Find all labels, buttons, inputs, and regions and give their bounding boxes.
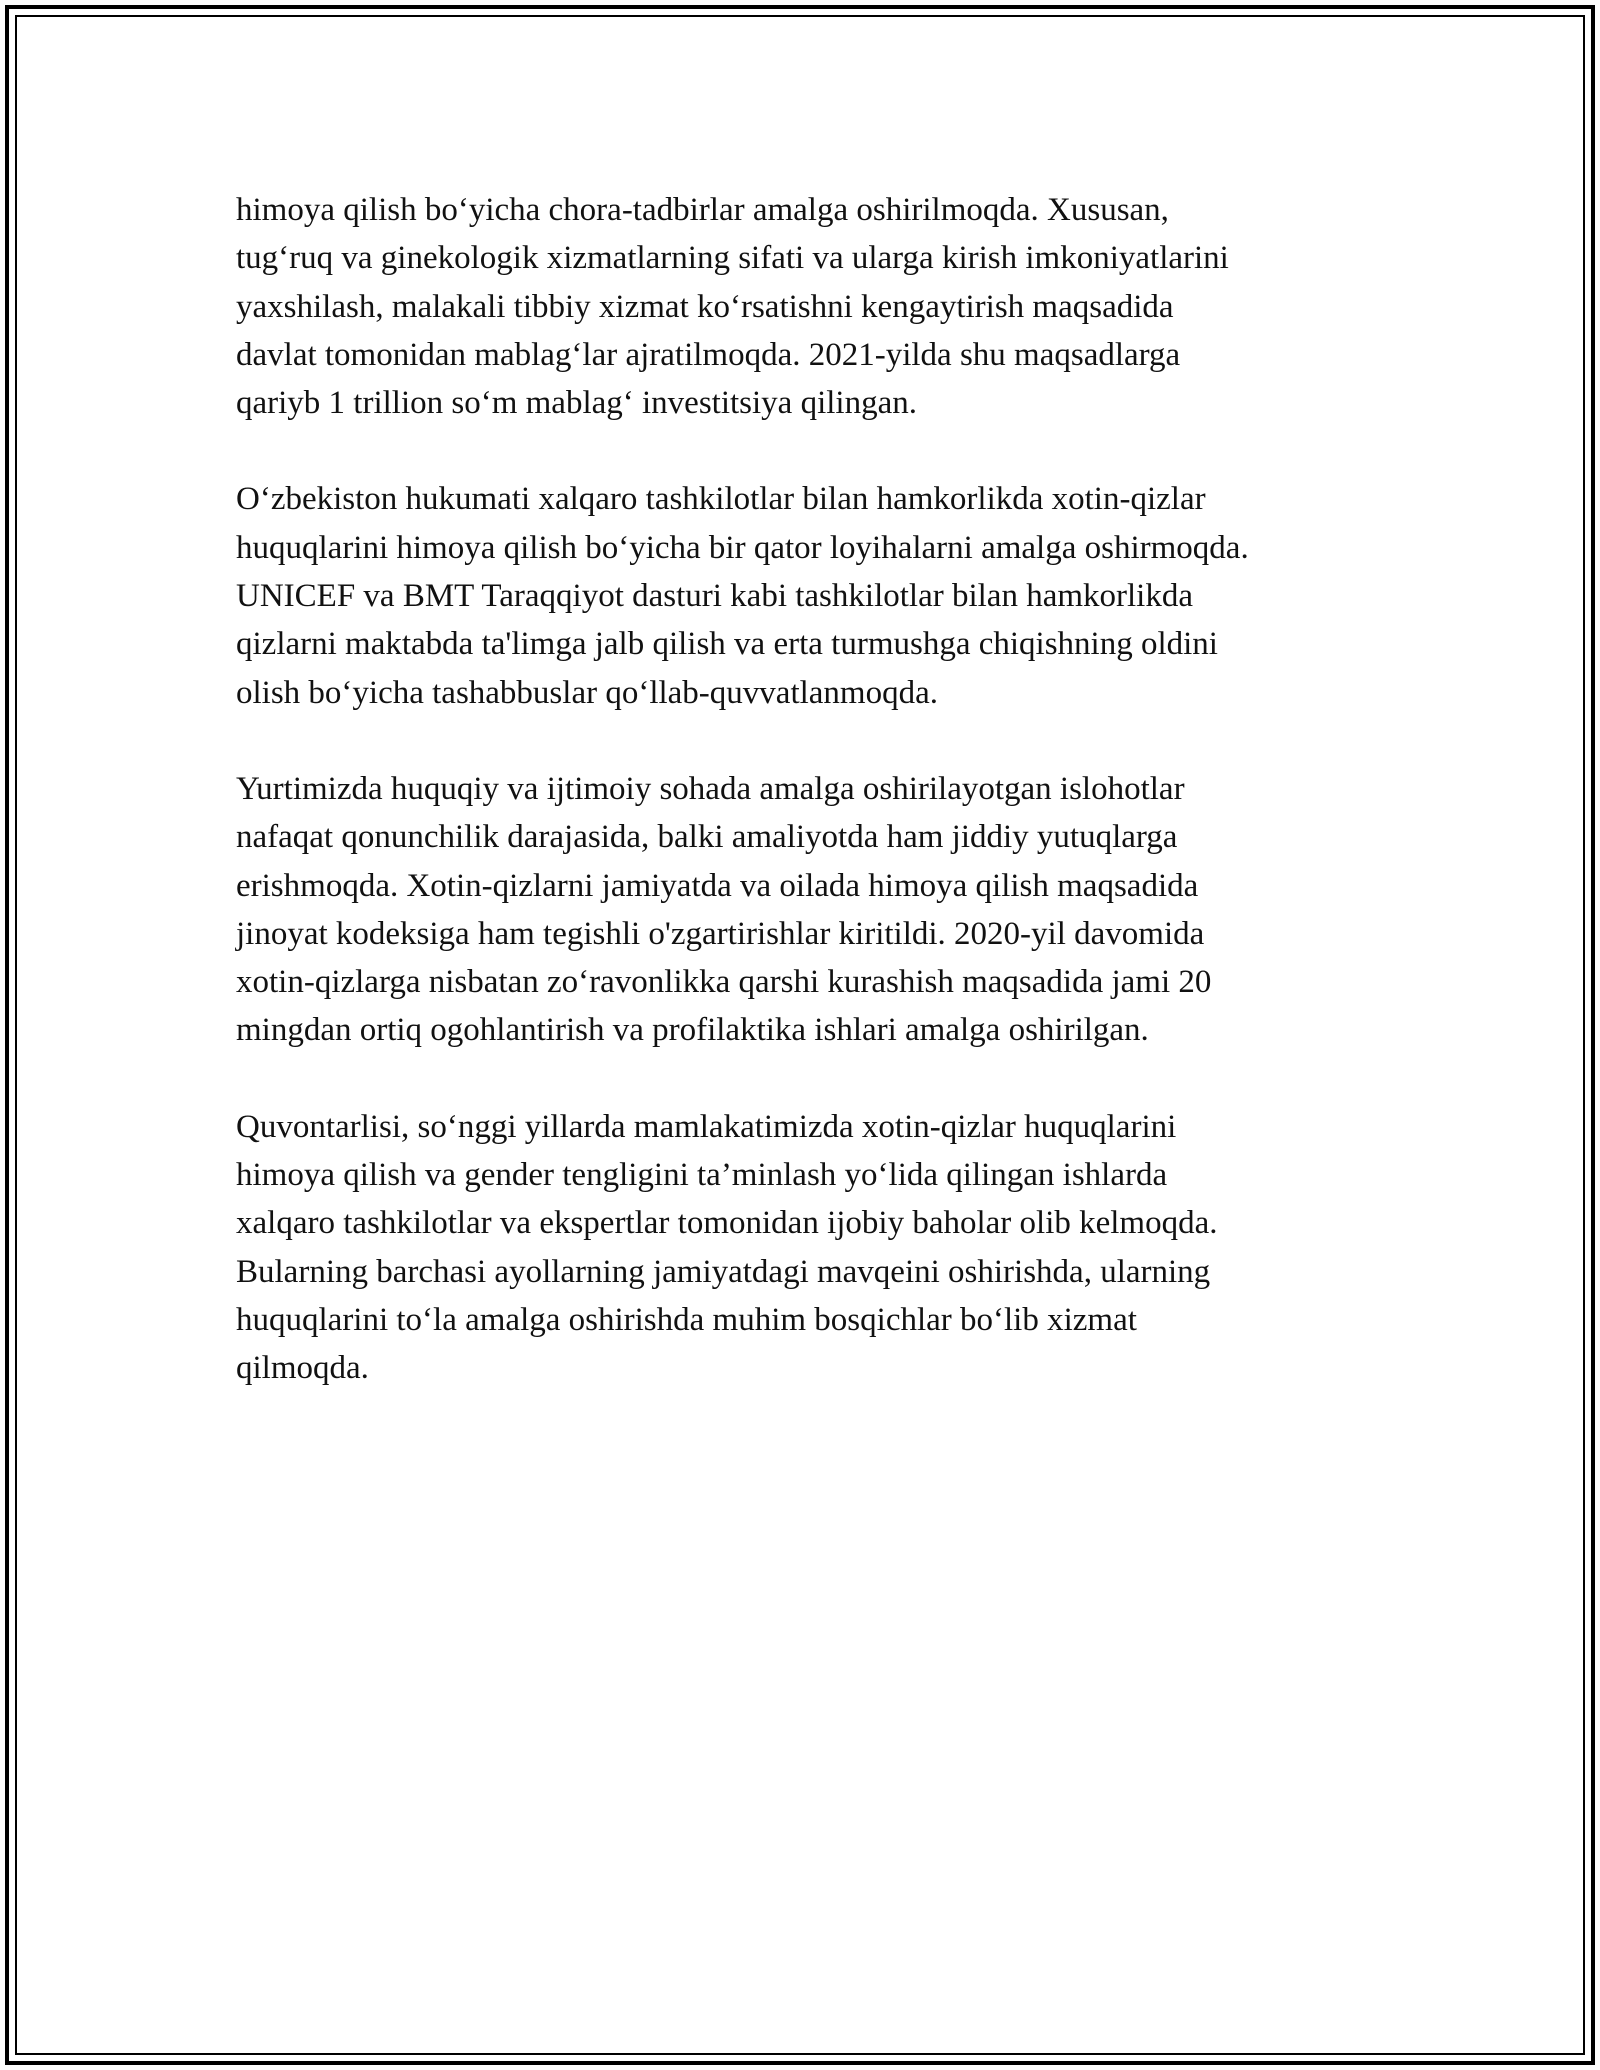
text-line: olish bo‘yicha tashabbuslar qo‘llab-quvvatlanmoqda. xyxy=(236,674,938,711)
text-line: xotin-qizlarga nisbatan zo‘ravonlikka qarshi kurashish maqsadida jami 20 xyxy=(236,964,1212,1001)
paragraph-1 xyxy=(236,186,1386,427)
text-line: Bularning barchasi ayollarning jamiyatdagi mavqeini oshirishda, ularning xyxy=(236,1253,1211,1290)
text-line: xalqaro tashkilotlar va ekspertlar tomonidan ijobiy baholar olib kelmoqda. xyxy=(236,1205,1218,1242)
text-line: tug‘ruq va ginekologik xizmatlarning sifati va ularga kirish imkoniyatlarini xyxy=(236,240,1229,277)
text-line: mingdan ortiq ogohlantirish va profilaktika ishlari amalga oshirilgan. xyxy=(236,1012,1149,1049)
text-line: qizlarni maktabda ta'limga jalb qilish va erta turmushga chiqishning oldini xyxy=(236,626,1218,663)
document-body xyxy=(236,186,1386,1441)
text-line: huquqlarini himoya qilish bo‘yicha bir qator loyihalarni amalga oshirmoqda. xyxy=(236,529,1249,566)
text-line: qilmoqda. xyxy=(236,1350,369,1387)
text-line: O‘zbekiston hukumati xalqaro tashkilotlar bilan hamkorlikda xotin-qizlar xyxy=(236,481,1206,518)
text-line: jinoyat kodeksiga ham tegishli o'zgartirishlar kiritildi. 2020-yil davomida xyxy=(236,915,1205,952)
paragraph-3 xyxy=(236,765,1386,1055)
text-line: Yurtimizda huquqiy va ijtimoiy sohada amalga oshirilayotgan islohotlar xyxy=(236,770,1185,807)
text-line: erishmoqda. Xotin-qizlarni jamiyatda va oilada himoya qilish maqsadida xyxy=(236,867,1199,904)
text-line: davlat tomonidan mablag‘lar ajratilmoqda. 2021-yilda shu maqsadlarga xyxy=(236,336,1181,373)
text-line: himoya qilish va gender tengligini ta’minlash yo‘lida qilingan ishlarda xyxy=(236,1157,1168,1194)
text-line: UNICEF va BMT Taraqqiyot dasturi kabi tashkilotlar bilan hamkorlikda xyxy=(236,578,1193,615)
text-line: qariyb 1 trillion so‘m mablag‘ investitsiya qilingan. xyxy=(236,385,917,422)
text-line: Quvontarlisi, so‘nggi yillarda mamlakatimizda xotin-qizlar huquqlarini xyxy=(236,1108,1177,1145)
text-line: nafaqat qonunchilik darajasida, balki amaliyotda ham jiddiy yutuqlarga xyxy=(236,819,1178,856)
paragraph-4 xyxy=(236,1103,1386,1393)
text-line: himoya qilish bo‘yicha chora-tadbirlar amalga oshirilmoqda. Xususan, xyxy=(236,192,1169,228)
text-line: huquqlarini to‘la amalga oshirishda muhim bosqichlar bo‘lib xizmat xyxy=(236,1301,1137,1338)
text-line: yaxshilash, malakali tibbiy xizmat ko‘rsatishni kengaytirish maqsadida xyxy=(236,288,1174,325)
paragraph-2 xyxy=(236,475,1386,716)
